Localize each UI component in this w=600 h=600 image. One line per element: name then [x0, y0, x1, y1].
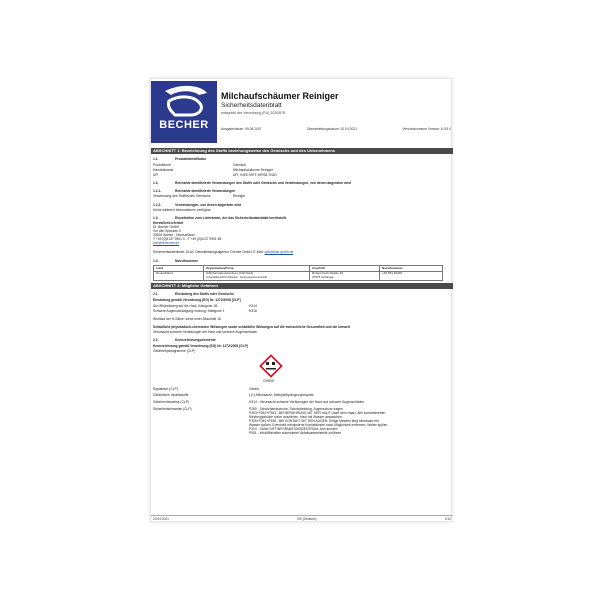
version-number: Versionsnummer Version: 6.0/3.0 [402, 127, 451, 131]
class1-code: H314 [249, 304, 257, 308]
page-footer [151, 515, 453, 521]
use-value: Reiniger [233, 194, 246, 198]
s122-num: 1.2.2. [153, 203, 162, 207]
effects-text: Verursacht schwere Verätzungen der Haut und schwere Augenschäden [153, 330, 258, 334]
s14-num: 1.4. [153, 259, 159, 263]
footer-date: 20.04.2021 [153, 517, 169, 521]
issue-date: Ausgabedatum: 09.08.2007 [221, 127, 262, 131]
signal-label: Signalwort (CLP) [153, 387, 178, 391]
s14-title: Notrufnummer [175, 259, 198, 263]
supplier-label: Hersteller/Lieferant [153, 221, 184, 225]
signal-value: Gefahr [249, 387, 260, 391]
ufi-value: UFI: 9JEE-99TF-MPG8-7N1D [233, 173, 277, 177]
precaution-line: P280 - Schutzhandschuhe, Schutzkleidung, Augenschutz tragen [249, 407, 343, 411]
table-cell [154, 271, 204, 280]
s121-num: 1.2.1. [153, 189, 162, 193]
cell-country: Deutschland [156, 271, 173, 276]
effects-title: Schädliche physikalisch-chemische Wirkungen sowie schädliche Wirkungen auf die menschliche Gesundheit und die Umwelt [153, 325, 350, 329]
produktform-label: Produktform [153, 163, 171, 167]
regulation-note: entspricht der Verordnung (EU) 2020/878 [221, 111, 286, 115]
table-cell [310, 271, 380, 280]
cell-phone: +49 551 19240 [382, 271, 403, 276]
table-cell [204, 271, 310, 280]
class1-label: Ätz-/Reizwirkung auf die Haut, Kategorie 1B [153, 304, 218, 308]
logo-text: BECHER [159, 119, 209, 131]
s122-text: Keine weiteren Informationen verfügbar [153, 208, 211, 212]
cell-address: Robert-Koch-Straße 40 [312, 271, 344, 276]
hazard-value: H314 - Verursacht schwere Verätzungen der Haut und schwere Augenschäden [249, 400, 365, 404]
s122-title: Verwendungen, von denen abgeraten wird [175, 203, 242, 207]
precaution-line: Wasser spülen. Eventuell vorhandene Kontaktlinsen nach Möglichkeit entfernen. Weiter spülen [249, 423, 388, 427]
supplier-line: Dr. Becher GmbH [153, 225, 180, 229]
precaution-line: P303+P361+P353 - BEI BERÜHRUNG MIT DER HAUT (oder dem Haar): Alle kontaminierten [249, 411, 386, 415]
labelling-title: Kennzeichnung gemäß Verordnung (EG) Nr. 1272/2008 [CLP] [153, 344, 248, 348]
table-header: Organisation/Firma [204, 266, 310, 272]
supplier-line: T +49 (0)5137 9901 0 - F +49 (0)5137 9901 66 [153, 237, 222, 241]
sds-contact [153, 250, 293, 254]
hazard-label: Gefahrenhinweise (CLP) [153, 400, 190, 404]
handelsname-value: Milchaufschäumer Reiniger [233, 168, 273, 172]
precaution-line: P310 - Sofort GIFTINFORMATIONSZENTRUM, Arzt anrufen [249, 427, 338, 431]
cell-address-sub: 37075 Göttingen [312, 274, 335, 279]
footer-page: 1/10 [444, 517, 451, 521]
sds-contact-text: Sicherheitsdatenblatt: DLAC Dienstleistungsagentur Chemie GmbH; E-Mail: [153, 250, 264, 254]
s11-title: Produktidentifikator [175, 157, 207, 161]
class2-label: Schwere Augenschädigung/-reizung, Kategorie 1 [153, 309, 225, 313]
use-label: Verwendung des Stoffes/des Gemischs [153, 194, 211, 198]
document-subtitle: Sicherheitsdatenblatt [221, 102, 282, 109]
s13-title: Einzelheiten zum Lieferanten, der das Sicherheitsdatenblatt bereitstellt [175, 216, 287, 220]
table-row [154, 271, 443, 280]
s12-num: 1.2. [153, 181, 159, 185]
precaution-line: P501 - Inhalt/Behälter autorisierter Abfallsammelstelle zuführen [249, 431, 342, 435]
pictogram-label: Gefahrenpiktogramme (CLP) [153, 349, 196, 353]
ingredients-label: Gefährliche Inhaltsstoffe [153, 393, 189, 397]
s121-title: Relevante identifizierte Verwendungen [175, 189, 236, 193]
precaution-line: Kleidungsstücke sofort ausziehen. Haut mit Wasser abwaschen [249, 415, 342, 419]
supplier-line: Vor den Specken 3 [153, 229, 181, 233]
supplier-email-link[interactable]: info@drbecher.de [153, 241, 180, 245]
emergency-table [153, 265, 443, 281]
s21-num: 2.1. [153, 292, 159, 296]
class2-code: H318 [249, 309, 257, 313]
produktform-value: Gemisch [233, 163, 247, 167]
document-page [150, 78, 452, 522]
cell-org-sub: Universitätsmedizin Göttingen - Georg-August-Universität [206, 275, 267, 279]
section-2-heading: ABSCHNITT 2: Mögliche Gefahren [151, 283, 453, 289]
section-1-heading: ABSCHNITT 1: Bezeichnung des Stoffs beziehungsweise des Gemischs und des Unternehmens [151, 148, 453, 154]
ghs-code: GHS05 [263, 379, 274, 383]
becher-logo [151, 81, 217, 143]
footer-language: DE (Deutsch) [297, 517, 317, 521]
s13-num: 1.3. [153, 216, 159, 220]
hsatz-note: Wortlaut der H-Sätze: siehe unter Abschnitt 16 [153, 317, 221, 321]
cell-org: Giftinformationszentrum (GIZ-Nord) [206, 271, 254, 276]
supplier-line: 30926 Seelze - Deutschland [153, 233, 195, 237]
table-header: Anschrift [310, 266, 380, 272]
s22-title: Kennzeichnungselemente [175, 338, 216, 342]
sds-email-link[interactable]: sdb@dlac-gmbh.de [264, 250, 294, 254]
s12-title: Relevante identifizierte Verwendungen des Stoffs oder Gemischs und Verwendungen, von denen abgeraten wird [175, 181, 351, 185]
clp-classification-title: Einstufung gemäß Verordnung (EG) Nr. 1272/2008 [CLP] [153, 298, 241, 302]
logo-swoosh-icon [151, 81, 217, 143]
ingredients-value: L(+)-Milchsäure; Methyldihydrogenphosphat [249, 393, 314, 397]
handelsname-label: Handelsname [153, 168, 174, 172]
s22-num: 2.2. [153, 338, 159, 342]
precaution-label: Sicherheitshinweise (CLP) [153, 407, 192, 411]
revision-date: Überarbeitungsdatum: 20.04.2021 [306, 127, 357, 131]
precaution-line: P305+P351+P338 - BEI KONTAKT MIT DEN AUGEN: Einige Minuten lang behutsam mit [249, 419, 379, 423]
s21-title: Einstufung des Stoffs oder Gemischs [175, 292, 234, 296]
document-meta [221, 127, 451, 131]
s11-num: 1.1. [153, 157, 159, 161]
document-title: Milchaufschäumer Reiniger [221, 91, 339, 101]
ufi-label: UFI [153, 173, 159, 177]
ghs05-corrosion-icon [259, 354, 283, 378]
table-header: Notrufnummer [380, 266, 443, 272]
table-cell [380, 271, 443, 280]
table-header: Land [154, 266, 204, 272]
